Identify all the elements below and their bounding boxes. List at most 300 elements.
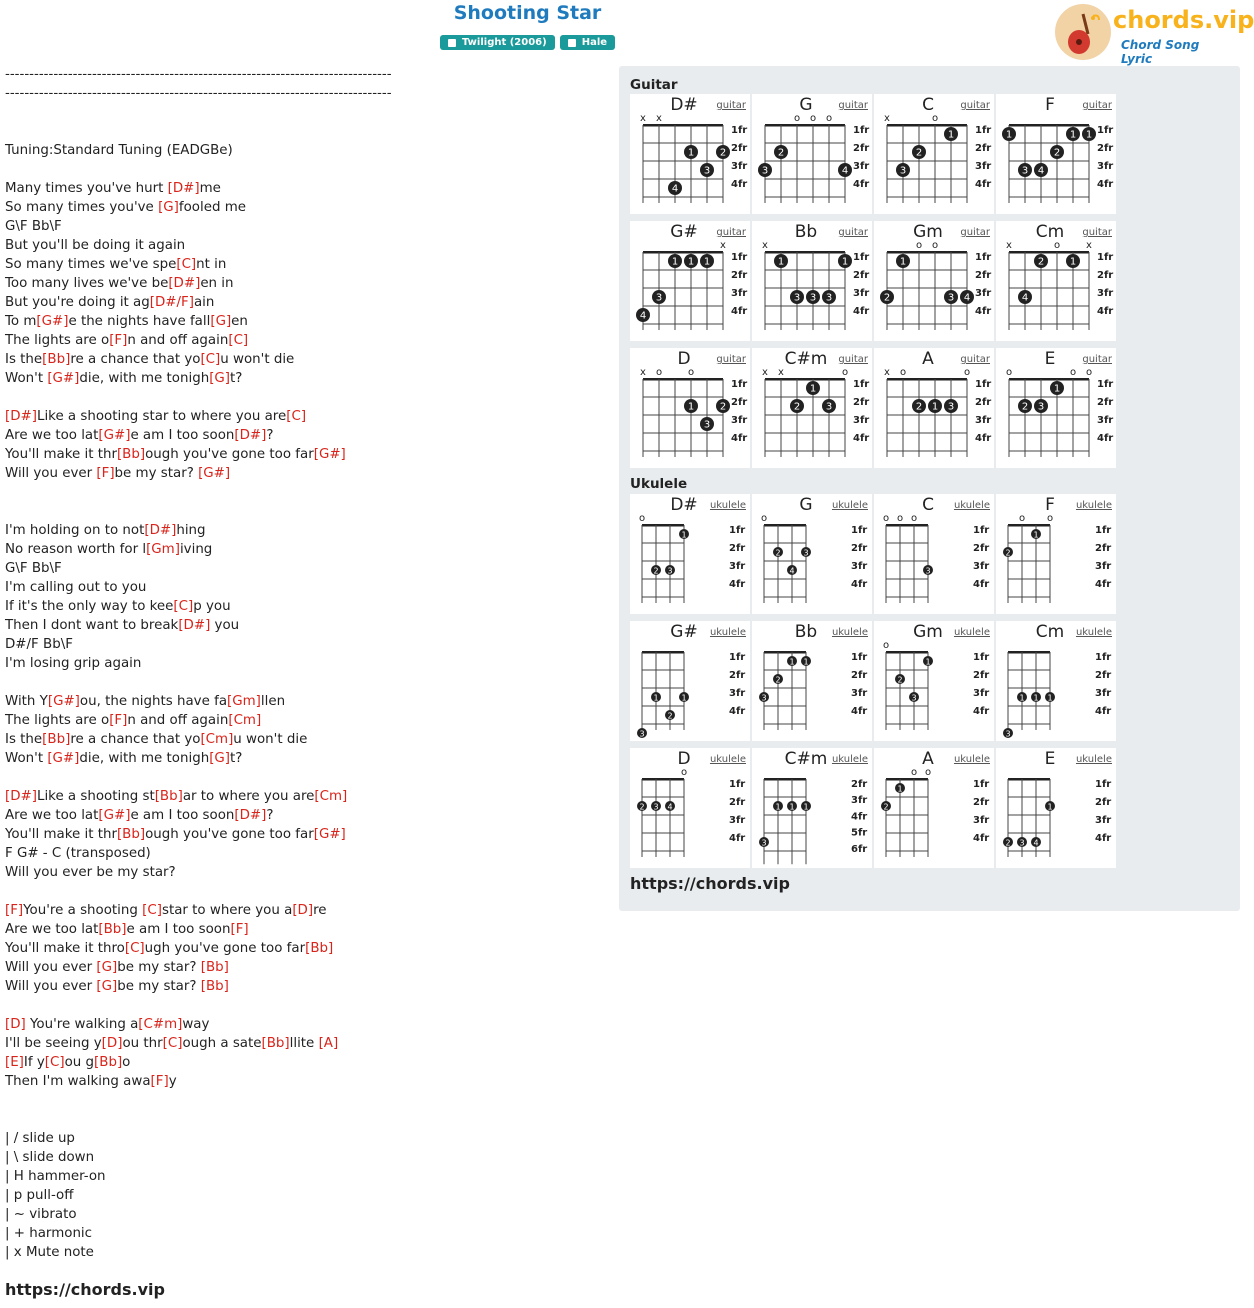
finger-dot xyxy=(668,254,682,268)
chord-token[interactable]: [G#] xyxy=(47,694,80,709)
chord-name: C#m xyxy=(784,749,828,769)
chord-card-a[interactable] xyxy=(874,348,994,468)
fret-label: 3fr xyxy=(731,288,748,299)
finger-dot xyxy=(651,692,661,703)
chord-token[interactable]: [Bb] xyxy=(154,789,183,804)
finger-number: 2 xyxy=(719,147,727,159)
finger-number: 1 xyxy=(687,147,695,159)
fret-label: 4fr xyxy=(851,706,868,717)
chord-name: D# xyxy=(670,95,698,115)
chord-name: C#m xyxy=(784,349,828,369)
chord-name: F xyxy=(1045,95,1055,115)
chord-token[interactable]: [Cm] xyxy=(200,732,234,747)
finger-number: 3 xyxy=(925,566,931,576)
fretboard-diagram xyxy=(752,94,872,214)
fret-label: 4fr xyxy=(729,579,746,590)
mute-marker: x xyxy=(640,367,646,378)
chord-token[interactable]: [G#] xyxy=(98,808,131,823)
artist-badge[interactable] xyxy=(560,35,615,50)
finger-dot xyxy=(773,547,783,558)
chord-token[interactable]: [D#] xyxy=(167,181,200,196)
fret-label: 2fr xyxy=(853,397,870,408)
finger-dot xyxy=(790,290,804,304)
album-badge-label: Twilight (2006) xyxy=(461,37,547,48)
open-marker: o xyxy=(882,640,890,651)
chord-token[interactable]: [Gm] xyxy=(146,542,180,557)
chord-card-d[interactable] xyxy=(630,348,750,468)
finger-dot xyxy=(684,254,698,268)
fret-label: 4fr xyxy=(729,833,746,844)
finger-dot xyxy=(1050,381,1064,395)
lyric-line: G\F Bb\F xyxy=(5,219,62,234)
panel-url[interactable]: https://chords.vip xyxy=(630,874,790,893)
chord-token[interactable]: [F] xyxy=(109,333,128,348)
fret-label: 2fr xyxy=(729,797,746,808)
chord-name: G xyxy=(799,495,813,515)
chord-token[interactable]: [C] xyxy=(162,1036,183,1051)
chord-name: Cm xyxy=(1035,222,1065,242)
lyric-line xyxy=(5,483,605,502)
open-marker: o xyxy=(760,513,768,524)
chord-instrument-link[interactable]: guitar xyxy=(1082,100,1112,111)
finger-number: 3 xyxy=(947,292,955,304)
nut xyxy=(1008,778,1050,781)
fret-label: 3fr xyxy=(975,415,992,426)
chord-token[interactable]: [C] xyxy=(124,941,145,956)
chord-instrument-link[interactable]: guitar xyxy=(1082,227,1112,238)
chord-card-csharpm[interactable] xyxy=(752,348,872,468)
open-marker: o xyxy=(924,767,932,778)
chord-token[interactable]: [G#] xyxy=(313,827,346,842)
chord-instrument-link[interactable]: ukulele xyxy=(831,500,868,511)
chord-token[interactable]: [Bb] xyxy=(42,352,71,367)
lyric-line: | p pull-off xyxy=(5,1188,74,1203)
fret-label: 1fr xyxy=(853,125,870,136)
chord-token[interactable]: [C] xyxy=(176,257,197,272)
chord-token[interactable]: [D#] xyxy=(144,523,177,538)
lyric-line xyxy=(5,502,605,521)
finger-number: 1 xyxy=(703,256,711,268)
chord-name: D# xyxy=(670,495,698,515)
chord-token[interactable]: [D#/F] xyxy=(149,295,194,310)
chord-card-gsharp[interactable] xyxy=(630,621,750,741)
fret-label: 1fr xyxy=(851,525,868,536)
fretboard-diagram xyxy=(752,494,872,614)
finger-dot xyxy=(774,254,788,268)
chord-card-gm[interactable] xyxy=(874,221,994,341)
mute-marker: x xyxy=(720,240,726,251)
finger-dot xyxy=(944,127,958,141)
finger-dot xyxy=(1082,127,1096,141)
chord-token[interactable]: [C] xyxy=(173,599,194,614)
chord-token[interactable]: [Bb] xyxy=(261,1036,290,1051)
fret-label: 3fr xyxy=(975,161,992,172)
fretboard-diagram xyxy=(630,621,750,741)
lyric-line: Many times you've hurt [D#]me xyxy=(5,181,221,196)
fret-label: 4fr xyxy=(975,306,992,317)
finger-dot xyxy=(700,417,714,431)
fret-label: 3fr xyxy=(973,561,990,572)
finger-number: 4 xyxy=(1033,838,1039,848)
chord-token[interactable]: [D] xyxy=(101,1036,123,1051)
chord-card-bb[interactable] xyxy=(752,621,872,741)
fret-label: 1fr xyxy=(1097,125,1114,136)
fretboard-diagram xyxy=(630,94,750,214)
finger-dot xyxy=(759,692,769,703)
finger-number: 2 xyxy=(775,548,781,558)
chord-token[interactable]: [F] xyxy=(96,466,115,481)
finger-number: 1 xyxy=(1069,256,1077,268)
fret-label: 4fr xyxy=(729,706,746,717)
lyric-line: Then I dont want to break[D#] you xyxy=(5,618,240,633)
finger-number: 1 xyxy=(803,802,809,812)
chord-token[interactable]: [A] xyxy=(318,1036,339,1051)
fretboard-diagram xyxy=(630,748,750,868)
finger-dot xyxy=(1017,692,1027,703)
chord-instrument-link[interactable]: ukulele xyxy=(831,627,868,638)
finger-number: 3 xyxy=(703,165,711,177)
finger-dot xyxy=(822,399,836,413)
finger-number: 4 xyxy=(963,292,971,304)
lyric-line: Will you ever [G]be my star? [Bb] xyxy=(5,960,229,975)
finger-dot xyxy=(773,674,783,685)
finger-dot xyxy=(912,145,926,159)
finger-dot xyxy=(1045,692,1055,703)
open-marker: o xyxy=(896,513,904,524)
chord-token[interactable]: [F] xyxy=(109,713,128,728)
nut xyxy=(886,778,928,781)
chord-token[interactable]: [G#] xyxy=(198,466,231,481)
lyric-line: So many times we've spe[C]nt in xyxy=(5,257,227,272)
chord-instrument-link[interactable]: ukulele xyxy=(1075,627,1112,638)
finger-dot xyxy=(774,145,788,159)
finger-number: 4 xyxy=(671,183,679,195)
lyric-line xyxy=(5,882,605,901)
lyric-line: Is the[Bb]re a chance that yo[Cm]u won't die xyxy=(5,732,308,747)
finger-dot xyxy=(637,728,647,739)
lyric-line: Will you ever be my star? xyxy=(5,865,176,880)
lyric-line: So many times you've [G]fooled me xyxy=(5,200,246,215)
lyric-line: I'm holding on to not[D#]hing xyxy=(5,523,206,538)
lyric-line: [D#]Like a shooting st[Bb]ar to where you are[Cm] xyxy=(5,789,348,804)
finger-number: 1 xyxy=(681,530,687,540)
lyric-line xyxy=(5,768,605,787)
finger-number: 2 xyxy=(1005,548,1011,558)
finger-number: 2 xyxy=(1037,256,1045,268)
open-marker: o xyxy=(638,513,646,524)
footer-url[interactable]: https://chords.vip xyxy=(5,1280,165,1299)
finger-number: 1 xyxy=(947,129,955,141)
chord-instrument-link[interactable]: guitar xyxy=(716,227,746,238)
site-logo[interactable] xyxy=(1053,2,1254,66)
lyric-line: F G# - C (transposed) xyxy=(5,846,151,861)
finger-dot xyxy=(665,710,675,721)
lyric-line: | ~ vibrato xyxy=(5,1207,77,1222)
finger-dot xyxy=(944,399,958,413)
lyric-line: Will you ever [G]be my star? [Bb] xyxy=(5,979,229,994)
fret-label: 4fr xyxy=(1097,433,1114,444)
finger-number: 4 xyxy=(667,802,673,812)
fretboard-diagram xyxy=(752,221,872,341)
fret-label: 3fr xyxy=(1097,161,1114,172)
finger-number: 4 xyxy=(841,165,849,177)
finger-number: 2 xyxy=(1053,147,1061,159)
chord-instrument-link[interactable]: guitar xyxy=(960,227,990,238)
finger-dot xyxy=(960,290,974,304)
chord-token[interactable]: [C] xyxy=(142,903,162,918)
fretboard-diagram xyxy=(874,221,994,341)
person-icon xyxy=(568,39,576,47)
chord-card-g[interactable] xyxy=(752,494,872,614)
finger-dot xyxy=(637,801,647,812)
lyric-line xyxy=(5,103,605,122)
finger-dot xyxy=(909,692,919,703)
chord-card-a[interactable] xyxy=(874,748,994,868)
lyric-line: Are we too lat[G#]e am I too soon[D#]? xyxy=(5,428,274,443)
mute-marker: x xyxy=(762,240,768,251)
finger-number: 3 xyxy=(655,292,663,304)
chord-token[interactable]: [G] xyxy=(158,200,179,215)
lyric-line: With Y[G#]ou, the nights have fa[Gm]llen xyxy=(5,694,286,709)
fret-label: 2fr xyxy=(853,143,870,154)
lyric-line: [E]If y[C]ou g[Bb]o xyxy=(5,1055,131,1070)
chord-instrument-link[interactable]: guitar xyxy=(838,227,868,238)
fret-label: 3fr xyxy=(731,415,748,426)
chord-token[interactable]: [C] xyxy=(228,333,249,348)
chord-token[interactable]: [G] xyxy=(96,960,118,975)
chord-token[interactable]: [D#] xyxy=(5,409,37,424)
finger-number: 1 xyxy=(897,784,903,794)
finger-dot xyxy=(801,547,811,558)
chord-card-gm[interactable] xyxy=(874,621,994,741)
finger-number: 1 xyxy=(1047,693,1053,703)
chord-token[interactable]: [Gm] xyxy=(227,694,261,709)
chord-name: Bb xyxy=(794,622,818,642)
finger-dot xyxy=(668,181,682,195)
fretboard-diagram xyxy=(630,221,750,341)
chord-instrument-link[interactable]: guitar xyxy=(960,354,990,365)
chord-token[interactable]: [F] xyxy=(5,903,24,918)
open-marker: o xyxy=(899,367,907,378)
mute-marker: x xyxy=(778,367,784,378)
lyric-line: No reason worth for l[Gm]iving xyxy=(5,542,213,557)
chord-token[interactable]: [D#] xyxy=(234,428,267,443)
finger-number: 3 xyxy=(667,566,673,576)
chord-instrument-link[interactable]: ukulele xyxy=(831,754,868,765)
fret-label: 1fr xyxy=(729,779,746,790)
fret-label: 2fr xyxy=(975,270,992,281)
fretboard-diagram xyxy=(996,494,1116,614)
finger-number: 1 xyxy=(931,401,939,413)
chord-token[interactable]: [G#] xyxy=(47,751,80,766)
chord-instrument-link[interactable]: ukulele xyxy=(953,754,990,765)
fret-label: 4fr xyxy=(853,306,870,317)
fret-label: 3fr xyxy=(729,815,746,826)
chord-instrument-link[interactable]: guitar xyxy=(716,354,746,365)
fret-label: 3fr xyxy=(1095,561,1112,572)
nut xyxy=(1009,251,1089,254)
chord-instrument-link[interactable]: guitar xyxy=(1082,354,1112,365)
chord-token[interactable]: [D] xyxy=(5,1017,26,1032)
fret-label: 4fr xyxy=(731,306,748,317)
chord-token[interactable]: [Bb] xyxy=(94,1055,123,1070)
chord-instrument-link[interactable]: guitar xyxy=(838,100,868,111)
finger-dot xyxy=(923,656,933,667)
fretboard-diagram xyxy=(996,748,1116,868)
lyric-line: | \ slide down xyxy=(5,1150,95,1165)
chord-token[interactable]: [C] xyxy=(44,1055,65,1070)
chord-card-c[interactable] xyxy=(874,494,994,614)
fret-label: 1fr xyxy=(973,652,990,663)
chord-token[interactable]: [C] xyxy=(200,352,221,367)
lyric-line: If it's the only way to kee[C]p you xyxy=(5,599,231,614)
finger-number: 1 xyxy=(1047,802,1053,812)
chord-instrument-link[interactable]: ukulele xyxy=(709,754,746,765)
chord-token[interactable]: [Bb] xyxy=(116,827,146,842)
chord-token[interactable]: [Bb] xyxy=(116,447,146,462)
chord-card-gsharp[interactable] xyxy=(630,221,750,341)
finger-number: 1 xyxy=(809,383,817,395)
chord-token[interactable]: [D#] xyxy=(5,789,37,804)
chord-card-c[interactable] xyxy=(874,94,994,214)
lyric-line: -------------------------------------------------------------------------------- xyxy=(5,67,392,82)
chord-token[interactable]: [E] xyxy=(5,1055,24,1070)
chord-token[interactable]: [Bb] xyxy=(200,979,229,994)
finger-number: 2 xyxy=(915,401,923,413)
chord-card-cm[interactable] xyxy=(996,621,1116,741)
chord-instrument-link[interactable]: ukulele xyxy=(709,627,746,638)
chord-token[interactable]: [G] xyxy=(209,751,231,766)
finger-dot xyxy=(896,163,910,177)
nut xyxy=(765,124,845,127)
chord-token[interactable]: [Cm] xyxy=(314,789,348,804)
chord-token[interactable]: [Bb] xyxy=(200,960,229,975)
chord-token[interactable]: [Bb] xyxy=(42,732,71,747)
finger-dot xyxy=(923,565,933,576)
chord-token[interactable]: [D#] xyxy=(234,808,267,823)
open-marker: o xyxy=(910,767,918,778)
album-badge[interactable] xyxy=(440,35,555,50)
chord-instrument-link[interactable]: ukulele xyxy=(953,627,990,638)
chord-card-dsharp[interactable] xyxy=(630,94,750,214)
finger-dot xyxy=(944,290,958,304)
chord-token[interactable]: [D#] xyxy=(178,618,211,633)
finger-dot xyxy=(759,837,769,848)
chord-token[interactable]: [G] xyxy=(96,979,118,994)
chord-name: A xyxy=(922,349,934,369)
open-marker: o xyxy=(931,240,939,251)
chord-card-csharpm[interactable] xyxy=(752,748,872,868)
fretboard-diagram xyxy=(874,748,994,868)
finger-number: 1 xyxy=(1019,693,1025,703)
finger-number: 3 xyxy=(703,419,711,431)
chord-instrument-link[interactable]: ukulele xyxy=(1075,500,1112,511)
chord-token[interactable]: [C#m] xyxy=(138,1017,183,1032)
finger-number: 3 xyxy=(653,802,659,812)
chord-token[interactable]: [D] xyxy=(292,903,314,918)
finger-number: 1 xyxy=(1005,129,1013,141)
chord-card-f[interactable] xyxy=(996,94,1116,214)
chord-token[interactable]: [Bb] xyxy=(98,922,127,937)
finger-number: 1 xyxy=(775,802,781,812)
finger-dot xyxy=(787,656,797,667)
open-marker: o xyxy=(687,367,695,378)
chord-card-d[interactable] xyxy=(630,748,750,868)
finger-dot xyxy=(1018,163,1032,177)
chord-name: Gm xyxy=(913,222,943,242)
chord-card-dsharp[interactable] xyxy=(630,494,750,614)
nut xyxy=(887,378,967,381)
chord-card-e[interactable] xyxy=(996,348,1116,468)
finger-number: 1 xyxy=(681,693,687,703)
chord-card-e[interactable] xyxy=(996,748,1116,868)
chord-token[interactable]: [F] xyxy=(150,1074,169,1089)
fret-label: 1fr xyxy=(729,525,746,536)
mute-marker: x xyxy=(762,367,768,378)
lyric-line xyxy=(5,1091,605,1110)
chord-instrument-link[interactable]: ukulele xyxy=(1075,754,1112,765)
chord-name: C xyxy=(922,495,934,515)
finger-dot xyxy=(801,656,811,667)
fret-label: 2fr xyxy=(731,397,748,408)
nut xyxy=(765,378,845,381)
chord-token[interactable]: [F] xyxy=(230,922,249,937)
finger-dot xyxy=(838,254,852,268)
lyric-line: To m[G#]e the nights have fall[G]en xyxy=(5,314,248,329)
finger-number: 3 xyxy=(1037,401,1045,413)
finger-number: 1 xyxy=(1085,129,1093,141)
chord-card-g[interactable] xyxy=(752,94,872,214)
fret-label: 1fr xyxy=(973,779,990,790)
finger-number: 4 xyxy=(789,566,795,576)
chord-instrument-link[interactable]: ukulele xyxy=(709,500,746,511)
chord-token[interactable]: [C] xyxy=(286,409,307,424)
chord-token[interactable]: [G#] xyxy=(98,428,131,443)
finger-dot xyxy=(679,529,689,540)
finger-dot xyxy=(684,399,698,413)
lyric-line: The lights are o[F]n and off again[Cm] xyxy=(5,713,262,728)
fret-label: 4fr xyxy=(853,179,870,190)
chord-token[interactable]: [G#] xyxy=(36,314,69,329)
lyric-line: Won't [G#]die, with me tonigh[G]t? xyxy=(5,371,243,386)
mute-marker: x xyxy=(1086,240,1092,251)
chord-card-cm[interactable] xyxy=(996,221,1116,341)
chord-card-f[interactable] xyxy=(996,494,1116,614)
chord-instrument-link[interactable]: guitar xyxy=(960,100,990,111)
chord-instrument-link[interactable]: guitar xyxy=(716,100,746,111)
chord-token[interactable]: [Cm] xyxy=(228,713,262,728)
finger-dot xyxy=(881,801,891,812)
fretboard-diagram xyxy=(996,221,1116,341)
chord-card-bb[interactable] xyxy=(752,221,872,341)
chord-token[interactable]: [G#] xyxy=(313,447,346,462)
chord-token[interactable]: [G] xyxy=(210,314,232,329)
chord-token[interactable]: [D#] xyxy=(168,276,201,291)
finger-number: 1 xyxy=(1069,129,1077,141)
chord-token[interactable]: [G#] xyxy=(47,371,80,386)
chord-token[interactable]: [G] xyxy=(209,371,231,386)
chord-instrument-link[interactable]: ukulele xyxy=(953,500,990,511)
open-marker: o xyxy=(1053,240,1061,251)
finger-number: 1 xyxy=(777,256,785,268)
fret-label: 5fr xyxy=(851,827,868,839)
chord-instrument-link[interactable]: guitar xyxy=(838,354,868,365)
finger-number: 4 xyxy=(1037,165,1045,177)
finger-number: 1 xyxy=(653,693,659,703)
open-marker: o xyxy=(1046,513,1054,524)
finger-number: 3 xyxy=(639,729,645,739)
chord-token[interactable]: [Bb] xyxy=(305,941,334,956)
